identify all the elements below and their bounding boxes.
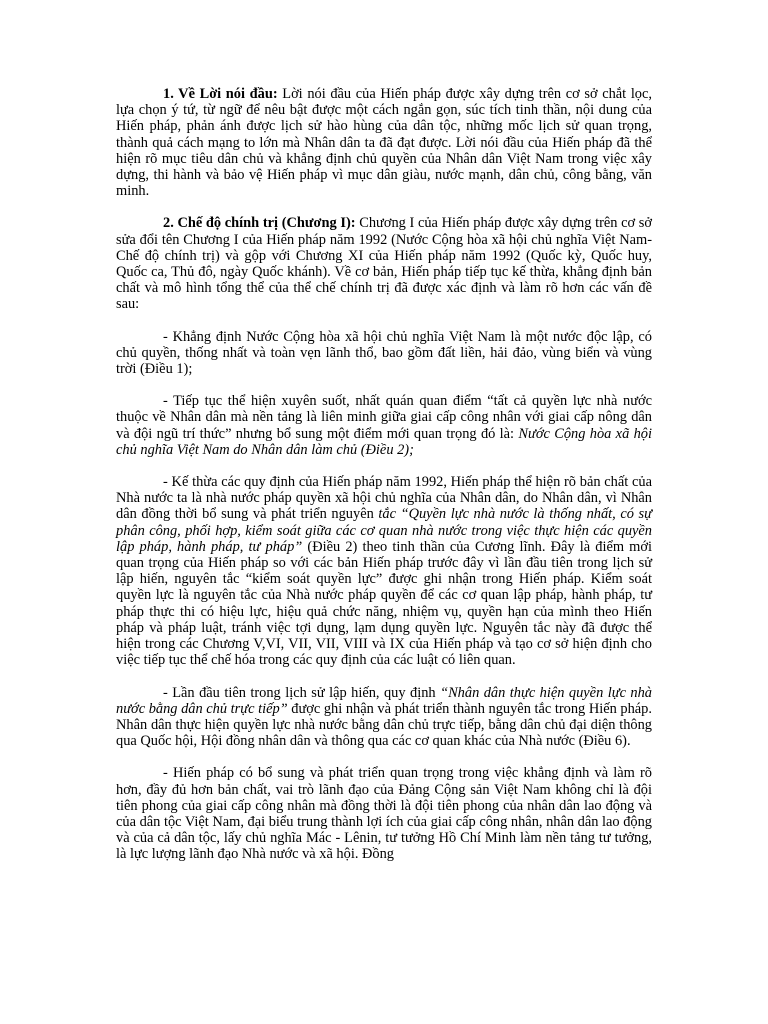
section-1-heading: 1. Về Lời nói đầu: [163, 86, 278, 102]
document-page [116, 86, 652, 863]
bullet-4-text-before: - Lần đầu tiên trong lịch sử lập hiến, quy định [163, 684, 441, 701]
bullet-3-paragraph [116, 474, 652, 668]
bullet-3-text-before: - Kế thừa các quy định của Hiến pháp năm 1992, Hiến pháp thể hiện rõ bản chất của Nhà nước ta là nhà nước pháp quyền xã hội chủ nghĩa của Nhân dân, do Nhân dân, vì Nhân dân đồng thời bổ sung và phát triển nguyên [116, 474, 652, 523]
bullet-1-paragraph [116, 329, 652, 378]
bullet-2-italic: Nước Cộng hòa xã hội chủ nghĩa Việt Nam do Nhân dân làm chủ (Điều 2); [116, 425, 652, 458]
section-2-body: Chương I của Hiến pháp được xây dựng trên cơ sở sửa đổi tên Chương I của Hiến pháp năm 1992 (Nước Cộng hòa xã hội chủ nghĩa Việt Nam- Chế độ chính trị) và gộp với Chương XI của Hiến pháp năm 1992 (Quốc kỳ, Quốc huy, Quốc ca, Thủ đô, ngày Quốc khánh). Về cơ bản, Hiến pháp tiếp tục kế thừa, khẳng định bản chất và mô hình tổng thể của thể chế chính trị đã được xác định và làm rõ hơn các vấn đề sau: [116, 215, 652, 313]
bullet-3-text-after: (Điều 2) theo tinh thần của Cương lĩnh. Đây là điểm mới quan trọng của Hiến pháp so với các bản Hiến pháp trước đây vì lần đầu tiên trong lịch sử lập hiến, nguyên tắc “kiểm soát quyền lực” được ghi nhận trong Hiến pháp. Kiểm soát quyền lực là nguyên tắc của Nhà nước pháp quyền để các cơ quan lập pháp, hành pháp, tư pháp thực thi có hiệu lực, hiệu quả chức năng, nhiệm vụ, quyền hạn của mình theo Hiến pháp và pháp luật, tránh việc tợi dụng, lạm dụng quyền lực. Nguyên tắc này đã được thể hiện trong các Chương V,VI, VII, VII, VIII và IX của Hiến pháp và tạo cơ sở hiện định cho việc tiếp tục thể chế hóa trong các quy định của các luật có liên quan. [116, 538, 652, 669]
section-2-heading: 2. Chế độ chính trị (Chương I): [163, 215, 356, 232]
section-1-paragraph [116, 86, 652, 199]
section-2-paragraph [116, 215, 652, 312]
bullet-2-text: - Tiếp tục thể hiện xuyên suốt, nhất quán quan điểm “tất cả quyền lực nhà nước thuộc về Nhân dân mà nền tảng là liên minh giữa giai cấp công nhân với giai cấp nông dân và đội ngũ trí thức” nhưng bổ sung một điểm mới quan trọng đó là: [116, 393, 652, 442]
bullet-4-text-after: được ghi nhận và phát triển thành nguyên tắc trong Hiến pháp. Nhân dân thực hiện quyền lực nhà nước bằng dân chủ trực tiếp, bằng dân chủ đại diện thông qua Quốc hội, Hội đồng nhân dân và thông qua các cơ quan khác của Nhà nước (Điều 6). [116, 700, 652, 750]
bullet-5-paragraph [116, 765, 652, 862]
bullet-3-italic: tắc “Quyền lực nhà nước là thống nhất, có sự phân công, phối hợp, kiểm soát giữa các cơ quan nhà nước trong việc thực hiện các quyền lập pháp, hành pháp, tư pháp” [116, 506, 652, 555]
bullet-5-text: - Hiến pháp có bổ sung và phát triển quan trọng trong việc khẳng định và làm rõ hơn, đầy đủ hơn bản chất, vai trò lãnh đạo của Đảng Cộng sản Việt Nam không chỉ là đội tiên phong của giai cấp công nhân mà đồng thời là đội tiên phong của nhân dân lao động và của dân tộc Việt Nam, đại biểu trung thành lợi ích của giai cấp công nhân, nhân dân lao động và của cả dân tộc, lấy chủ nghĩa Mác - Lênin, tư tưởng Hồ Chí Minh làm nền tảng tư tưởng, là lực lượng lãnh đạo Nhà nước và xã hội. Đồng [116, 765, 652, 863]
bullet-4-italic: “Nhân dân thực hiện quyền lực nhà nước bằng dân chủ trực tiếp” [116, 684, 653, 717]
bullet-1-text: - Khẳng định Nước Cộng hòa xã hội chủ nghĩa Việt Nam là một nước độc lập, có chủ quyền, thống nhất và toàn vẹn lãnh thổ, bao gồm đất liền, hải đảo, vùng biển và vùng trời (Điều 1); [116, 328, 652, 378]
bullet-2-paragraph [116, 393, 652, 458]
section-1-body: Lời nói đầu của Hiến pháp được xây dựng trên cơ sở chắt lọc, lựa chọn ý tứ, từ ngữ để nêu bật được một cách ngắn gọn, súc tích tinh thần, nội dung của Hiến pháp, phản ánh được lịch sử hào hùng của dân tộc, những mốc lịch sử quan trọng, thành quả cách mạng to lớn mà Nhân dân ta đã đạt được. Lời nói đầu của Hiến pháp đã thể hiện rõ mục tiêu dân chủ và khẳng định chủ quyền của Nhân dân Việt Nam trong việc xây dựng, thi hành và bảo vệ Hiến pháp vì mục dân giàu, nước mạnh, dân chủ, công bằng, văn minh. [116, 86, 652, 200]
bullet-4-paragraph [116, 685, 652, 750]
